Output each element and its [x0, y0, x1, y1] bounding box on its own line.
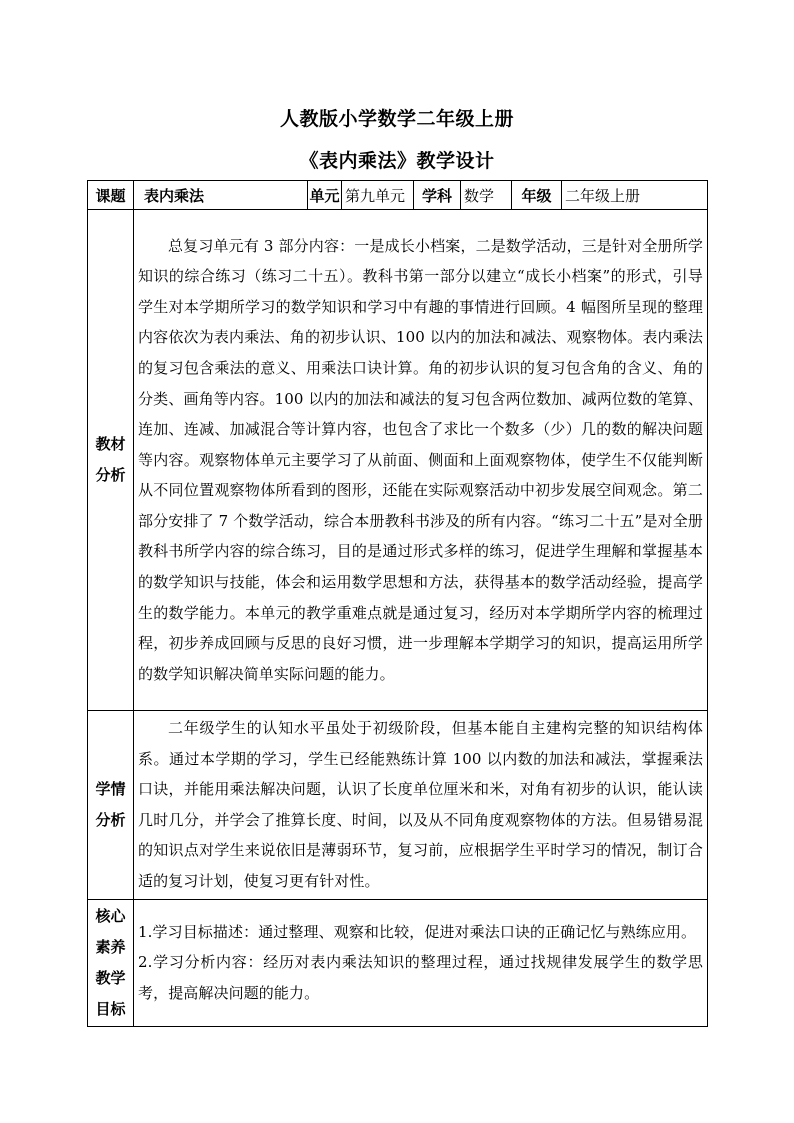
core-literacy-content [134, 899, 708, 1026]
label-line: 分析 [95, 810, 126, 829]
label-line: 核心 [95, 906, 126, 925]
document-subtitle: 《表内乘法》教学设计 [299, 150, 495, 172]
label-line: 目标 [95, 999, 126, 1018]
subject-label: 学科 [414, 181, 461, 210]
header-row [88, 181, 708, 210]
objective-item-1: 1.学习目标描述：通过整理、观察和比较，促进对乘法口诀的正确记忆与熟练应用。 [138, 922, 697, 941]
unit-label: 单元 [308, 181, 342, 210]
student-analysis-row [88, 711, 708, 900]
label-line: 教材 [95, 435, 126, 453]
core-literacy-label [88, 899, 134, 1026]
label-line: 教学 [95, 968, 126, 987]
subject-value: 数学 [461, 181, 512, 210]
objective-item-2: 2.学习分析内容：经历对表内乘法知识的整理过程，通过找规律发展学生的数学思考，提高解决问题的能力。 [138, 953, 703, 1002]
lesson-plan-table [87, 180, 708, 1027]
textbook-analysis-label [88, 210, 134, 711]
core-literacy-row [88, 899, 708, 1026]
grade-value: 二年级上册 [562, 181, 708, 210]
textbook-analysis-row [88, 210, 708, 711]
student-analysis-label [88, 711, 134, 900]
topic-label: 课题 [88, 181, 134, 210]
grade-label: 年级 [512, 181, 562, 210]
unit-value: 第九单元 [342, 181, 414, 210]
student-analysis-text: 二年级学生的认知水平虽处于初级阶段，但基本能自主建构完整的知识结构体系。通过本学期的学习，学生已经能熟练计算 100 以内数的加法和减法，掌握乘法口诀，并能用乘法解决问题，认识了长度单位厘米和米，对角有初步的认识，能认读几时几分，并学会了推算长度、时间，以及从不同角度观察物体的方法。但易错易混的知识点对学生来说依旧是薄弱环节，复习前，应根据学生平时学习的情况，制订合适的复习计划，使复习更有针对性。 [134, 711, 708, 900]
label-line: 分析 [95, 466, 126, 484]
label-line: 素养 [95, 937, 126, 956]
topic-value: 表内乘法 [134, 181, 308, 210]
textbook-analysis-text: 总复习单元有 3 部分内容：一是成长小档案，二是数学活动，三是针对全册所学知识的综合练习（练习二十五）。教科书第一部分以建立“成长小档案”的形式，引导学生对本学期所学习的数学知识和学习中有趣的事情进行回顾。4 幅图所呈现的整理内容依次为表内乘法、角的初步认识、100 以内的加法和减法、观察物体。表内乘法的复习包含乘法的意义、用乘法口诀计算。角的初步认识的复习包含角的含义、角的分类、画角等内容。100 以内的加法和减法的复习包含两位数加、减两位数的笔算、连加、连减、加减混合等计算内容，也包含了求比一个数多（少）几的数的解决问题等内容。观察物体单元主要学习了从前面、侧面和上面观察物体，使学生不仅能判断从不同位置观察物体所看到的图形，还能在实际观察活动中初步发展空间观念。第二部分安排了 7 个数学活动，综合本册教科书涉及的所有内容。“练习二十五”是对全册教科书所学内容的综合练习，目的是通过形式多样的练习，促进学生理解和掌握基本的数学知识与技能，体会和运用数学思想和方法，获得基本的数学活动经验，提高学生的数学能力。本单元的教学重难点就是通过复习，经历对本学期所学内容的梳理过程，初步养成回顾与反思的良好习惯，进一步理解本学期学习的知识，提高运用所学的数学知识解决简单实际问题的能力。 [134, 210, 708, 711]
document-title: 人教版小学数学二年级上册 [279, 108, 514, 130]
label-line: 学情 [95, 779, 126, 798]
